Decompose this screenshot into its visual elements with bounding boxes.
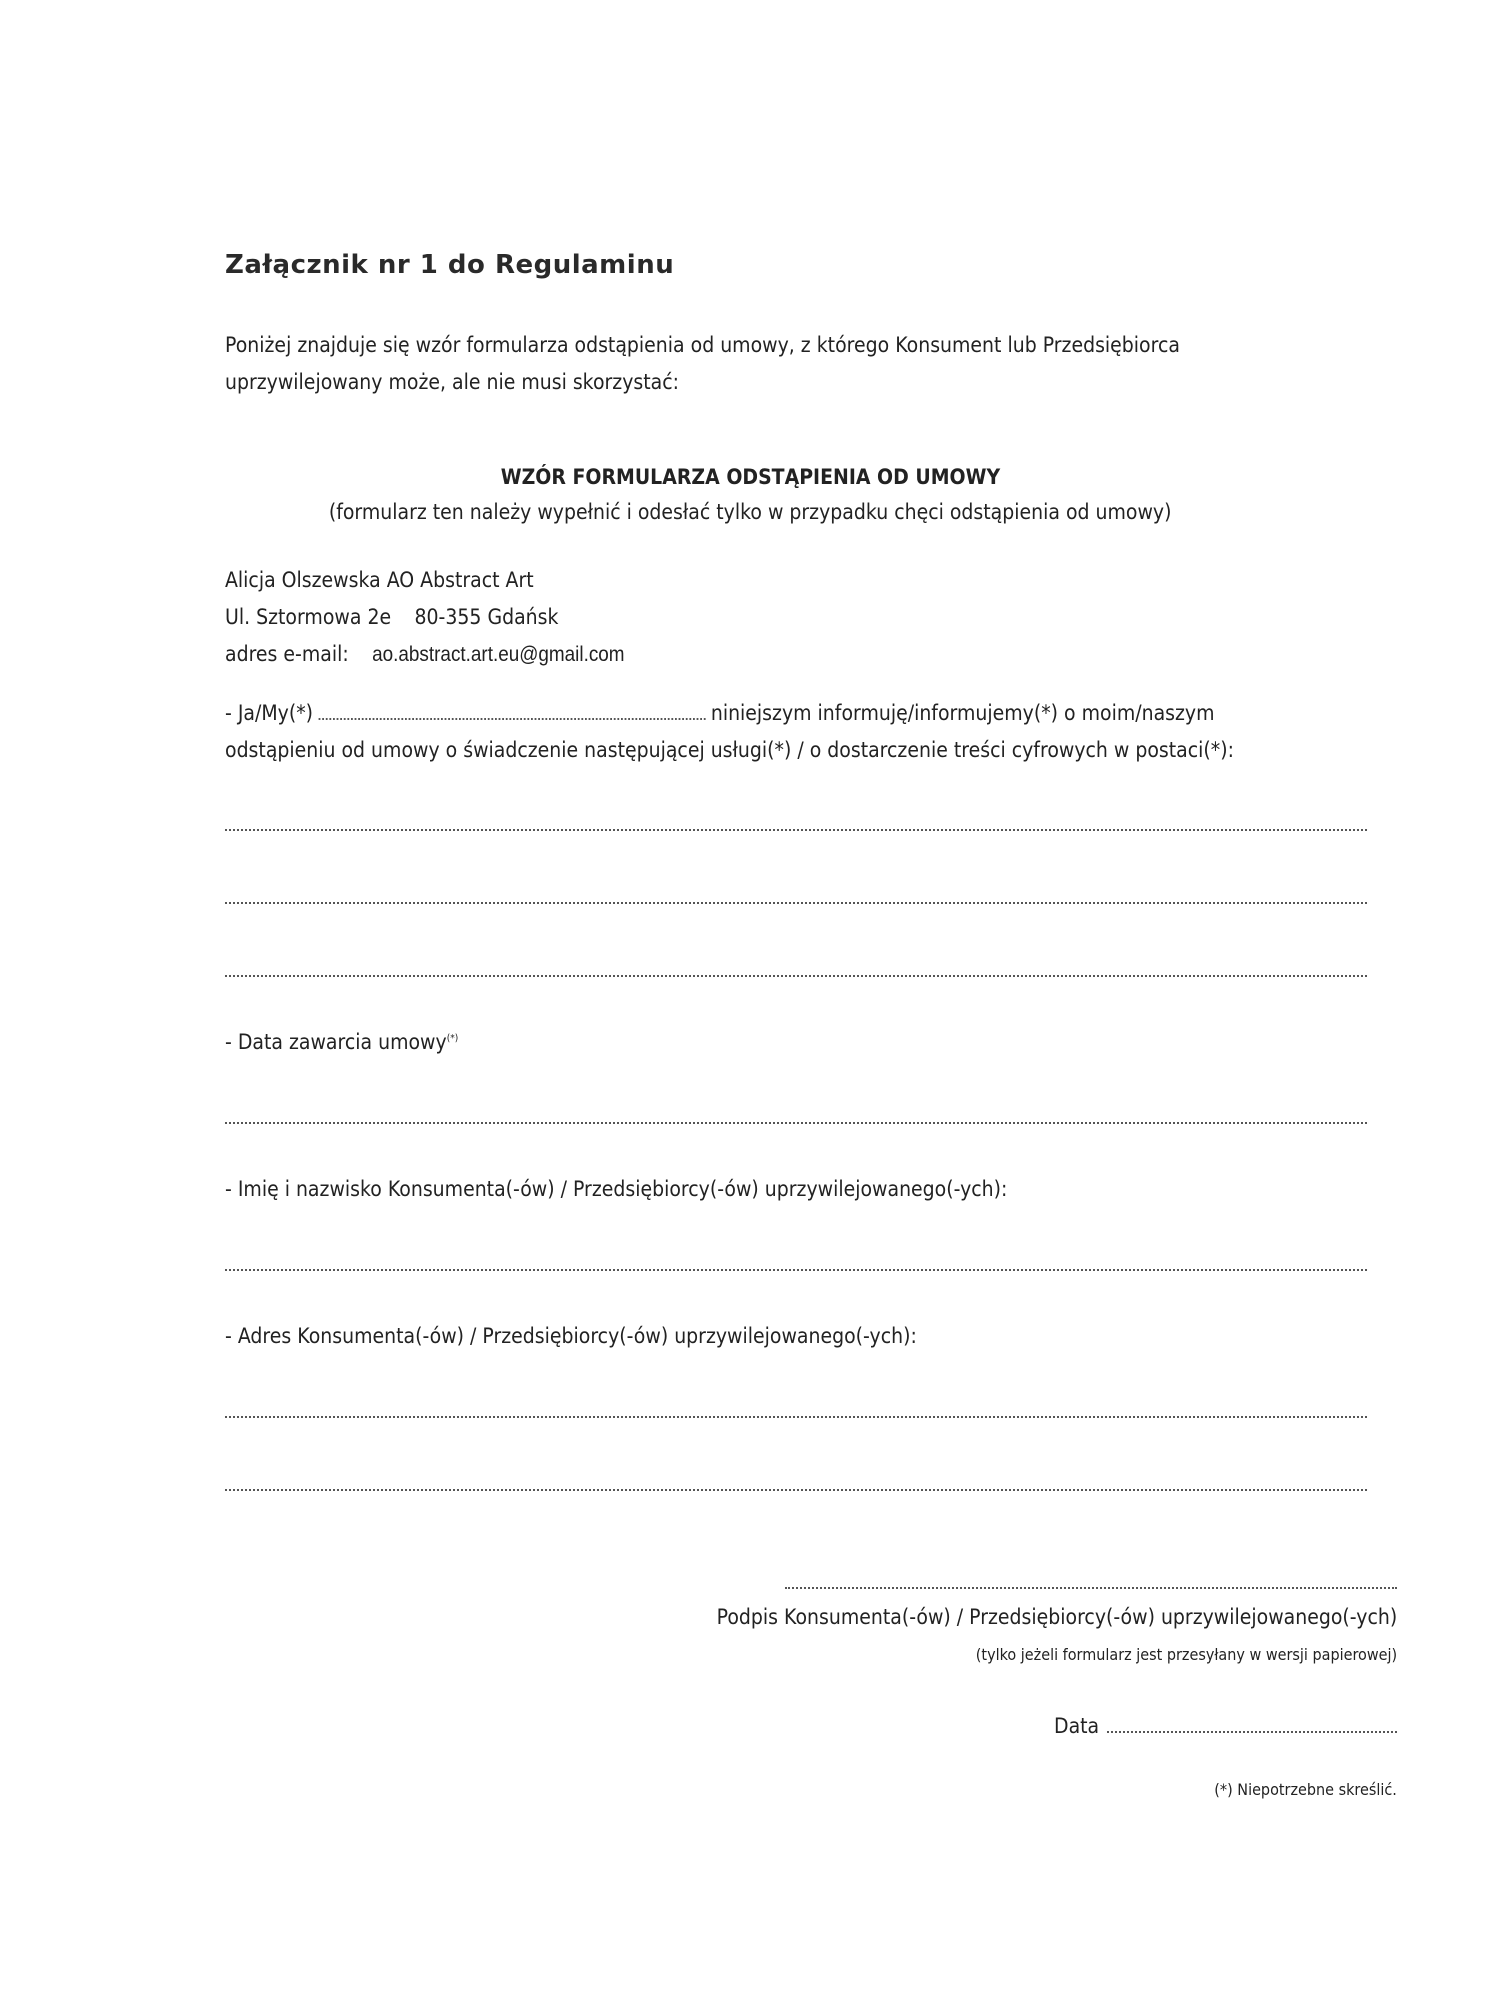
seller-email: ao.abstract.art.eu@gmail.com [372, 643, 625, 666]
declaration-suffix: niniejszym informuję/informujemy(*) o moim/naszym [710, 701, 1215, 725]
seller-email-row [225, 636, 625, 673]
form-subtitle-text: (formularz ten należy wypełnić i odesłać tylko w przypadku chęci odstąpienia od umowy) [328, 500, 1172, 524]
declaration-paragraph [225, 695, 1346, 769]
seller-name: Alicja Olszewska AO Abstract Art [225, 568, 534, 592]
form-title [0, 465, 1500, 489]
date-label: Data [1053, 1714, 1099, 1738]
contract-date-label-text: - Data zawarcia umowy [225, 1030, 447, 1054]
service-field-line-1[interactable] [225, 829, 1367, 831]
declarant-name-field[interactable] [318, 700, 705, 720]
form-subtitle [0, 500, 1500, 524]
contract-date-mark: (*) [446, 1033, 459, 1044]
seller-street-row [225, 599, 625, 636]
declaration-line-2: odstąpieniu od umowy o świadczenie następującej usługi(*) / o dostarczenie treści cyfrowych w postaci(*): [225, 738, 1234, 762]
address-label: - Adres Konsumenta(-ów) / Przedsiębiorcy(-ów) uprzywilejowanego(-ych): [225, 1324, 917, 1348]
service-field-line-2[interactable] [225, 902, 1367, 904]
contract-date-label [225, 1030, 458, 1054]
declaration-line-1 [225, 695, 1234, 732]
seller-street: Ul. Sztormowa 2e [225, 605, 392, 629]
contract-date-field[interactable] [225, 1122, 1367, 1124]
seller-address [225, 562, 669, 673]
intro-line-2: uprzywilejowany może, ale nie musi skorzystać: [225, 370, 679, 394]
document-heading: Załącznik nr 1 do Regulaminu [225, 250, 675, 280]
signature-label: Podpis Konsumenta(-ów) / Przedsiębiorcy(-ów) uprzywilejowanego(-ych) [716, 1605, 1397, 1629]
footnote: (*) Niepotrzebne skreślić. [1214, 1780, 1397, 1799]
date-field[interactable] [1107, 1713, 1397, 1733]
signature-note: (tylko jeżeli formularz jest przesyłany w wersji papierowej) [975, 1645, 1397, 1664]
seller-postal-city: 80-355 Gdańsk [414, 605, 559, 629]
intro-paragraph [225, 327, 1305, 401]
address-field-line-1[interactable] [225, 1416, 1367, 1418]
name-label: - Imię i nazwisko Konsumenta(-ów) / Przedsiębiorcy(-ów) uprzywilejowanego(-ych): [225, 1177, 1008, 1201]
date-row [1049, 1713, 1397, 1738]
signature-field[interactable] [785, 1587, 1397, 1589]
declaration-prefix: - Ja/My(*) [225, 701, 314, 725]
intro-line-1: Poniżej znajduje się wzór formularza odstąpienia od umowy, z którego Konsument lub Przedsiębiorca [225, 333, 1180, 357]
name-field[interactable] [225, 1269, 1367, 1271]
form-title-text: WZÓR FORMULARZA ODSTĄPIENIA OD UMOWY [500, 465, 1000, 489]
address-field-line-2[interactable] [225, 1489, 1367, 1491]
service-field-line-3[interactable] [225, 975, 1367, 977]
email-label: adres e-mail: [225, 642, 349, 666]
